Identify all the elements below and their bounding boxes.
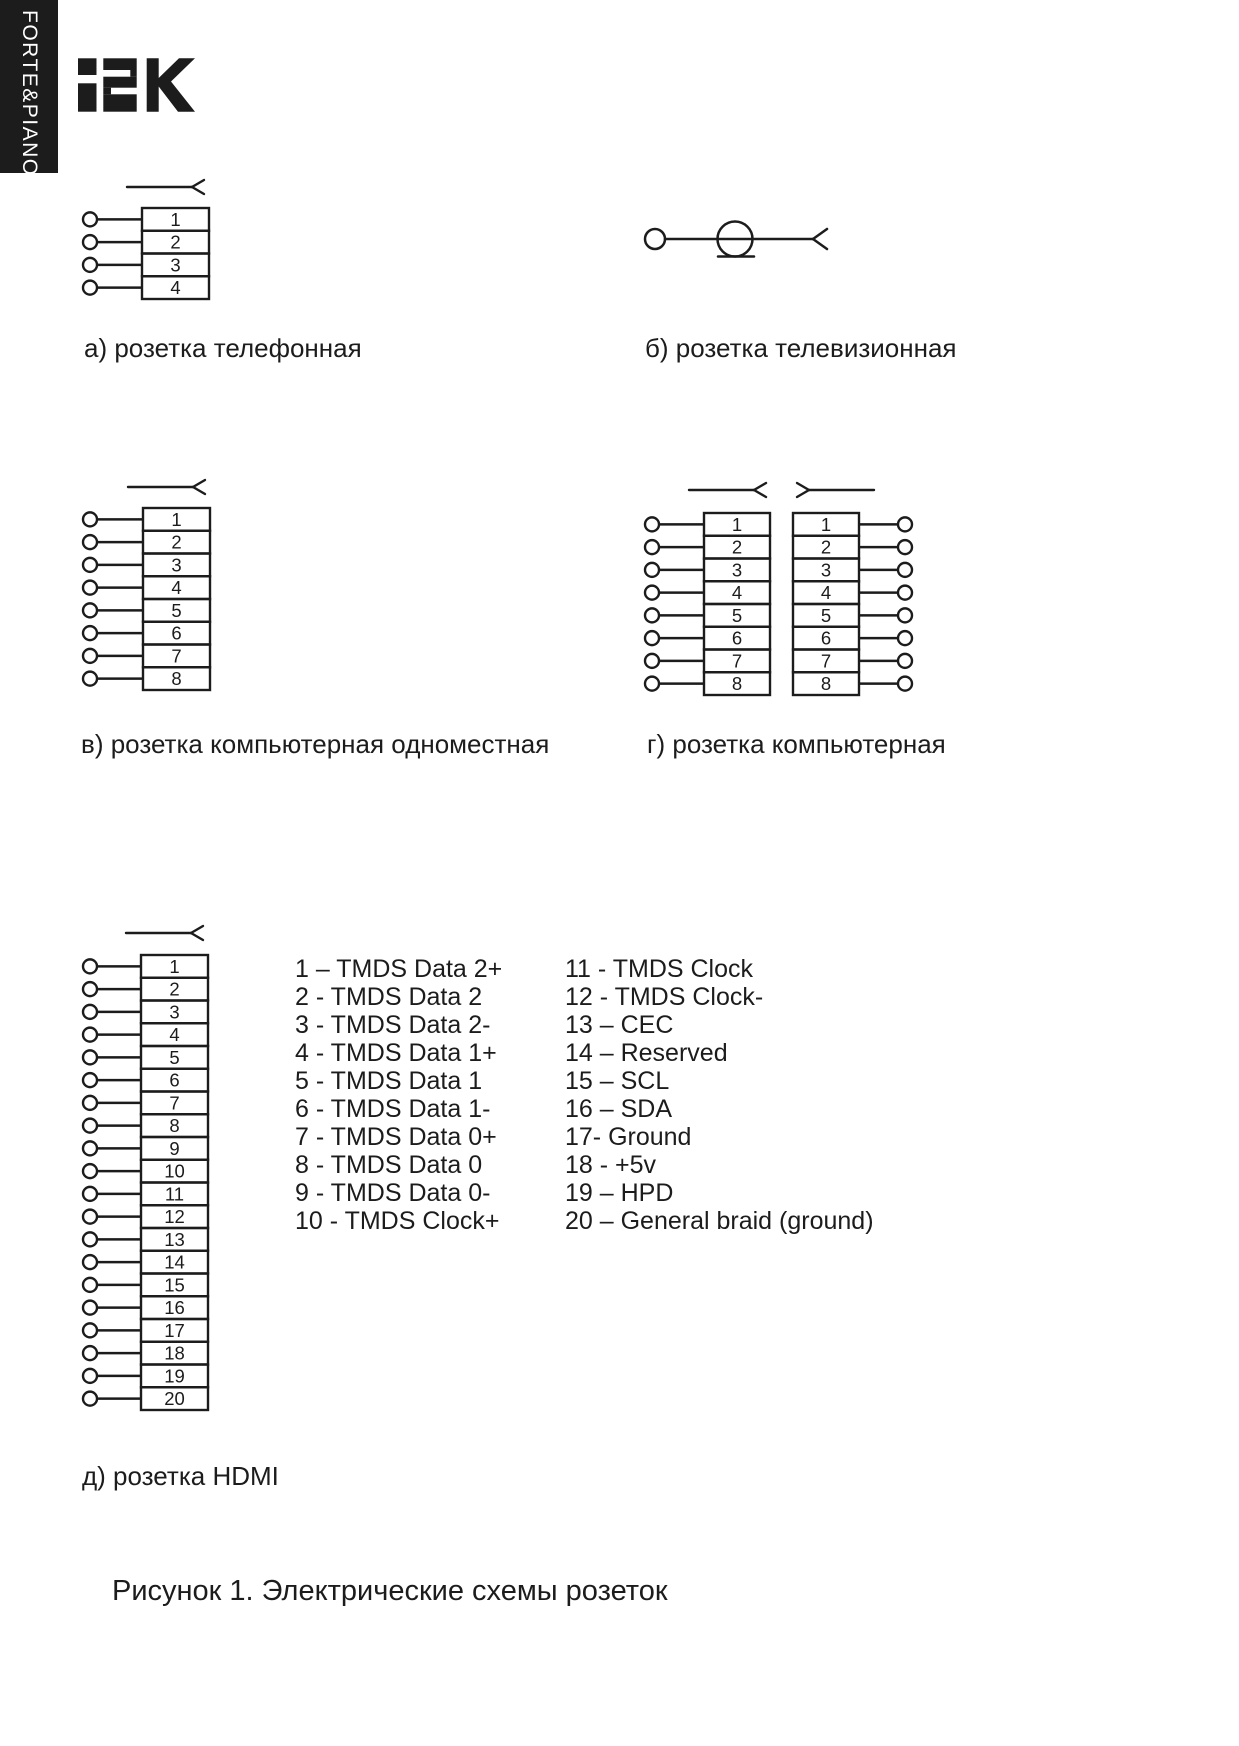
logo-i-stem (78, 83, 97, 111)
pin-terminal (83, 1141, 97, 1155)
pin-terminal (83, 1255, 97, 1269)
pin-number: 4 (171, 577, 182, 599)
pin-terminal (83, 1301, 97, 1315)
caption-telephone-socket: а) розетка телефонная (84, 333, 362, 363)
pin-terminal (83, 1323, 97, 1337)
socket-arrow-icon (797, 483, 874, 497)
pin-terminal (898, 563, 912, 577)
socket-arrow-icon (689, 483, 766, 497)
socket-arrow-icon (128, 480, 205, 494)
legend-line: 5 - TMDS Data 1 (295, 1067, 483, 1095)
pin-terminal (645, 586, 659, 600)
pin-number: 6 (169, 1069, 180, 1091)
pin-number: 14 (164, 1251, 185, 1273)
hdmi-socket-diagram (70, 921, 220, 1426)
iek-logo (78, 56, 196, 113)
pin-terminal (83, 982, 97, 996)
pin-terminal (83, 258, 97, 272)
pin-terminal (83, 603, 97, 617)
logo-e-right-joint (130, 70, 136, 77)
pin-terminal (898, 608, 912, 622)
pin-terminal (645, 608, 659, 622)
legend-line: 4 - TMDS Data 1+ (295, 1039, 497, 1067)
caption-tv-socket: б) розетка телевизионная (645, 333, 957, 363)
logo-e-left-joint (103, 88, 111, 95)
pin-terminal (83, 1005, 97, 1019)
legend-line: 2 - TMDS Data 2 (295, 983, 483, 1011)
pin-number: 11 (164, 1183, 185, 1205)
pin-terminal (83, 1392, 97, 1406)
socket-arrow-icon (127, 180, 204, 194)
pin-number: 1 (169, 955, 180, 977)
computer-socket-double-diagram (630, 478, 940, 713)
telephone-socket-diagram (70, 175, 220, 315)
pin-terminal (83, 1050, 97, 1064)
pin-terminal (83, 1164, 97, 1178)
caption-hdmi-socket: д) розетка HDMI (82, 1461, 279, 1491)
pin-number: 5 (731, 604, 743, 626)
pin-terminal (83, 581, 97, 595)
pin-number: 7 (731, 650, 743, 672)
pin-terminal (645, 631, 659, 645)
pin-number: 6 (171, 622, 182, 644)
pin-terminal (645, 677, 659, 691)
pin-terminal (83, 672, 97, 686)
legend-line: 3 - TMDS Data 2- (295, 1011, 491, 1039)
pin-terminal (898, 540, 912, 554)
pin-terminal (83, 535, 97, 549)
logo-k (147, 58, 195, 111)
pin-number: 5 (169, 1046, 180, 1068)
pin-terminal (645, 540, 659, 554)
pin-number: 2 (170, 231, 181, 253)
pin-number: 8 (169, 1115, 180, 1137)
pin-number: 12 (164, 1206, 185, 1228)
pin-terminal (83, 1096, 97, 1110)
pin-number: 1 (731, 513, 743, 535)
pin-number: 2 (820, 536, 832, 558)
pin-terminal (83, 1210, 97, 1224)
legend-line: 6 - TMDS Data 1- (295, 1095, 491, 1123)
pin-number: 3 (731, 559, 743, 581)
pin-number: 18 (164, 1342, 185, 1364)
pin-number: 4 (170, 277, 181, 299)
pin-terminal (83, 1073, 97, 1087)
pin-terminal (83, 1028, 97, 1042)
legend-line: 17- Ground (565, 1123, 692, 1151)
logo-e-top-bar (103, 58, 136, 70)
pin-number: 19 (164, 1365, 185, 1387)
pin-number: 2 (171, 531, 182, 553)
series-brand-tab (0, 0, 58, 177)
pin-number: 7 (169, 1092, 180, 1114)
pin-terminal (83, 1187, 97, 1201)
legend-line: 16 – SDA (565, 1095, 673, 1123)
legend-line: 9 - TMDS Data 0- (295, 1179, 491, 1207)
pin-terminal (898, 517, 912, 531)
pin-number: 16 (164, 1297, 185, 1319)
pin-number: 6 (731, 627, 743, 649)
legend-line: 8 - TMDS Data 0 (295, 1151, 483, 1179)
pin-terminal (83, 1278, 97, 1292)
pin-number: 2 (731, 536, 743, 558)
series-name-label: FORTE&PIANO (18, 10, 41, 177)
legend-line: 10 - TMDS Clock+ (295, 1207, 500, 1235)
pin-number: 6 (820, 627, 832, 649)
pin-terminal (83, 212, 97, 226)
pin-number: 3 (169, 1001, 180, 1023)
caption-computer-socket-single: в) розетка компьютерная одноместная (81, 729, 550, 759)
iek-logo-glyphs (78, 58, 195, 111)
pin-number: 8 (820, 673, 832, 695)
legend-line: 1 – TMDS Data 2+ (295, 955, 503, 983)
pin-terminal (898, 586, 912, 600)
figure-caption: Рисунок 1. Электрические схемы розеток (112, 1575, 668, 1607)
pin-terminal (645, 654, 659, 668)
pin-number: 5 (820, 604, 832, 626)
pin-number: 7 (820, 650, 832, 672)
pin-number: 17 (164, 1319, 185, 1341)
pin-number: 5 (171, 599, 182, 621)
pin-terminal (645, 517, 659, 531)
pin-number: 8 (731, 673, 743, 695)
legend-line: 20 – General braid (ground) (565, 1207, 874, 1235)
legend-line: 18 - +5v (565, 1151, 657, 1179)
pin-number: 4 (169, 1024, 180, 1046)
legend-line: 14 – Reserved (565, 1039, 728, 1067)
legend-line: 15 – SCL (565, 1067, 670, 1095)
tv-socket-diagram (640, 215, 840, 265)
pin-number: 3 (820, 559, 832, 581)
pin-number: 20 (164, 1388, 185, 1410)
pin-number: 4 (820, 582, 832, 604)
pin-number: 10 (164, 1160, 185, 1182)
pin-number: 8 (171, 668, 182, 690)
pin-terminal (83, 1232, 97, 1246)
pin-number: 3 (171, 554, 182, 576)
pin-terminal (645, 563, 659, 577)
pin-number: 9 (169, 1137, 180, 1159)
legend-line: 11 - TMDS Clock (565, 955, 754, 983)
logo-e-bottom-bar (103, 94, 136, 111)
computer-socket-single-diagram (70, 475, 220, 705)
hdmi-pinout-legend-right (565, 955, 874, 1235)
pin-terminal (83, 235, 97, 249)
pin-number: 1 (820, 513, 832, 535)
tv-terminal-circle (645, 229, 665, 249)
pin-terminal (83, 626, 97, 640)
pin-terminal (83, 558, 97, 572)
pin-number: 3 (170, 254, 181, 276)
pin-terminal (83, 959, 97, 973)
pin-terminal (898, 631, 912, 645)
pin-terminal (83, 1119, 97, 1133)
legend-line: 19 – HPD (565, 1179, 674, 1207)
pin-terminal (898, 654, 912, 668)
pin-terminal (83, 512, 97, 526)
pin-terminal (83, 1346, 97, 1360)
pin-terminal (83, 649, 97, 663)
pin-number: 15 (164, 1274, 185, 1296)
pin-number: 4 (731, 582, 743, 604)
legend-line: 13 – CEC (565, 1011, 674, 1039)
pin-terminal (83, 1369, 97, 1383)
legend-line: 12 - TMDS Clock- (565, 983, 764, 1011)
caption-computer-socket-double: г) розетка компьютерная (647, 729, 946, 759)
logo-i-dot (78, 58, 97, 75)
pin-terminal (83, 281, 97, 295)
pin-number: 13 (164, 1228, 185, 1250)
pin-number: 1 (171, 508, 182, 530)
pin-number: 2 (169, 978, 180, 1000)
pin-number: 7 (171, 645, 182, 667)
logo-e-mid-bar (103, 77, 136, 88)
pin-number: 1 (170, 208, 181, 230)
socket-arrow-icon (813, 229, 827, 249)
hdmi-pinout-legend-left (295, 955, 502, 1235)
legend-line: 7 - TMDS Data 0+ (295, 1123, 497, 1151)
pin-terminal (898, 677, 912, 691)
socket-arrow-icon (126, 926, 203, 940)
